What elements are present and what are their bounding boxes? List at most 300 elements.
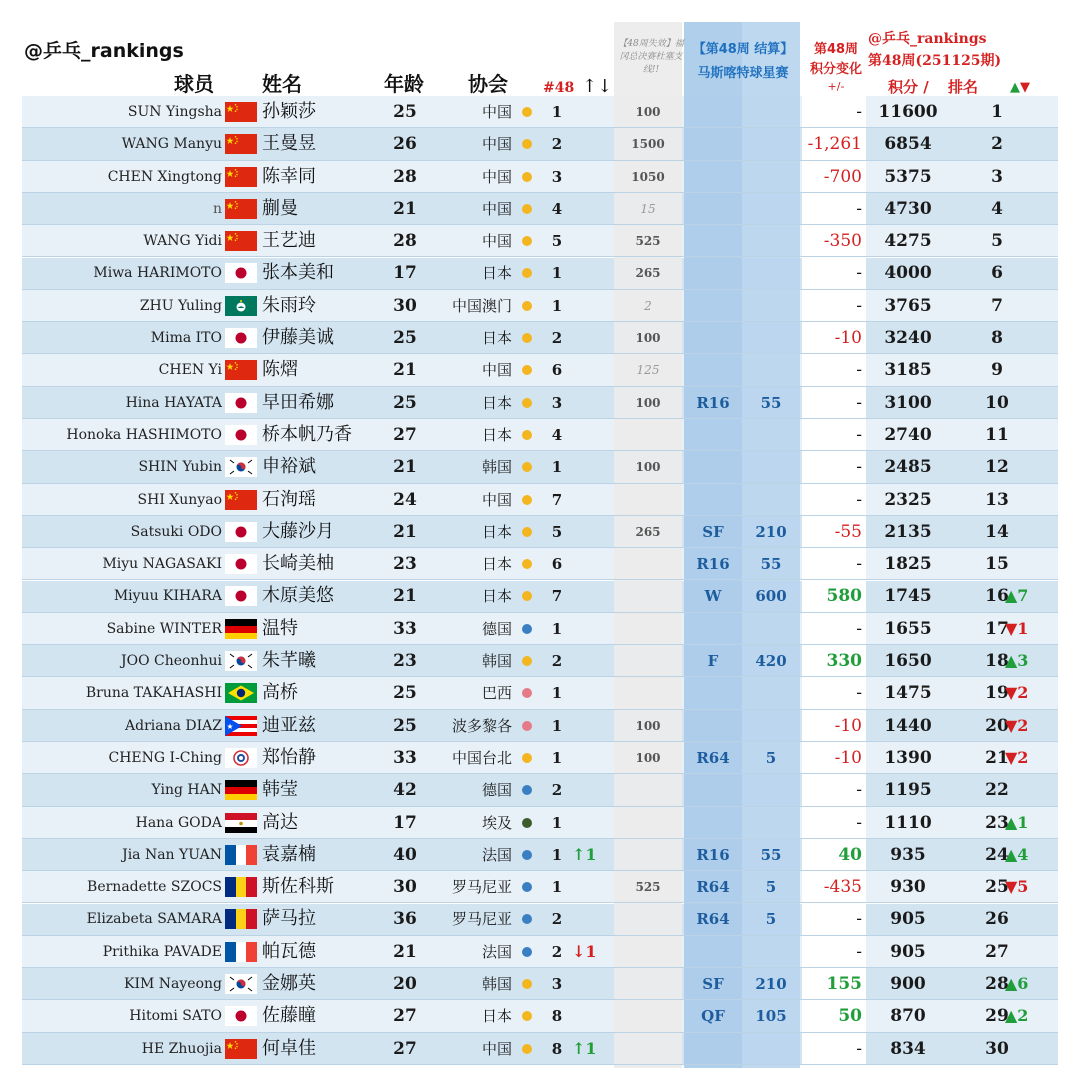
player-age: 21 bbox=[393, 941, 417, 962]
player-chinese-name: 朱芊曦 bbox=[262, 650, 316, 672]
rank-change: ▲2 bbox=[1005, 1006, 1029, 1026]
ranking-points: 2485 bbox=[884, 457, 932, 478]
ranking-points: 5375 bbox=[884, 166, 932, 187]
week-points-change: - bbox=[856, 102, 862, 122]
week-points-change: 155 bbox=[826, 974, 862, 995]
association-rank: 1 bbox=[551, 619, 563, 638]
player-chinese-name: 袁嘉楠 bbox=[262, 843, 316, 865]
table-row bbox=[22, 96, 1058, 128]
player-association: 日本 bbox=[481, 425, 512, 444]
event-title: 【第48周 结算】 bbox=[692, 42, 794, 57]
table-row bbox=[22, 193, 1058, 225]
muscat-result: QF bbox=[701, 1007, 725, 1026]
player-association: 中国 bbox=[481, 135, 512, 154]
continent-dot-icon bbox=[522, 850, 532, 860]
week-points-change: - bbox=[856, 909, 862, 930]
table-row bbox=[22, 322, 1058, 354]
ranking-points: 834 bbox=[890, 1038, 926, 1059]
header-player: 球员 bbox=[174, 72, 214, 96]
world-rank: 8 bbox=[991, 328, 1003, 349]
week-points-change: - bbox=[856, 360, 862, 381]
table-row bbox=[22, 580, 1058, 612]
table-row bbox=[22, 677, 1058, 709]
association-rank: 3 bbox=[551, 975, 563, 994]
association-rank: 1 bbox=[551, 264, 563, 283]
ranking-points: 900 bbox=[890, 974, 926, 995]
china-flag-icon bbox=[225, 199, 257, 219]
player-english-name: Adriana DIAZ bbox=[125, 717, 222, 734]
expiring-points: 525 bbox=[635, 234, 661, 249]
world-rank: 7 bbox=[991, 295, 1003, 316]
player-association: 日本 bbox=[481, 522, 512, 541]
player-age: 21 bbox=[393, 521, 417, 542]
player-chinese-name: 早田希娜 bbox=[262, 391, 334, 413]
china-flag-icon bbox=[225, 231, 257, 251]
association-rank-move: ↓1 bbox=[572, 941, 597, 961]
player-chinese-name: 高达 bbox=[262, 811, 298, 833]
change-header-label: 积分变化 bbox=[809, 62, 862, 77]
table-row bbox=[22, 968, 1058, 1000]
player-age: 21 bbox=[393, 457, 417, 478]
muscat-result: R16 bbox=[696, 845, 730, 864]
event-columns bbox=[684, 62, 802, 81]
player-association: 中国 bbox=[481, 1039, 512, 1058]
ranking-points: 1655 bbox=[884, 618, 932, 639]
world-rank: 6 bbox=[991, 263, 1003, 284]
expiring-points: 100 bbox=[635, 718, 661, 733]
continent-dot-icon bbox=[522, 1011, 532, 1021]
world-rank: 26 bbox=[985, 909, 1009, 930]
continent-dot-icon bbox=[522, 301, 532, 311]
rank-week: 第48周(251125期) bbox=[868, 53, 1002, 69]
ranking-points: 870 bbox=[890, 1006, 926, 1027]
player-english-name: Miyu NAGASAKI bbox=[102, 556, 222, 573]
muscat-result: R64 bbox=[696, 910, 730, 929]
japan-flag-icon bbox=[225, 554, 257, 574]
world-rank: 21 bbox=[985, 747, 1009, 768]
player-age: 42 bbox=[393, 780, 417, 801]
association-rank: 2 bbox=[551, 329, 563, 348]
player-association: 法国 bbox=[481, 942, 512, 961]
continent-dot-icon bbox=[522, 430, 532, 440]
player-chinese-name: 长崎美柚 bbox=[262, 553, 334, 575]
ranking-points: 905 bbox=[890, 941, 926, 962]
table-row bbox=[22, 354, 1058, 386]
world-rank: 23 bbox=[985, 812, 1009, 833]
week-points-change: - bbox=[856, 618, 862, 639]
player-english-name: SHI Xunyao bbox=[137, 491, 222, 508]
ranking-points: 1390 bbox=[884, 747, 932, 768]
player-age: 28 bbox=[393, 231, 417, 252]
continent-dot-icon bbox=[522, 914, 532, 924]
china-flag-icon bbox=[225, 360, 257, 380]
points-header: 积分 / bbox=[888, 78, 929, 96]
table-row bbox=[22, 548, 1058, 580]
table-row bbox=[22, 257, 1058, 289]
world-rank: 2 bbox=[991, 134, 1003, 155]
japan-flag-icon bbox=[225, 586, 257, 606]
player-association: 中国 bbox=[481, 103, 512, 121]
table-row bbox=[22, 710, 1058, 742]
rank-change: ▼1 bbox=[1005, 618, 1029, 638]
ranking-table bbox=[22, 96, 1058, 1065]
china-flag-icon bbox=[225, 1039, 257, 1059]
ranking-points: 4000 bbox=[884, 263, 932, 284]
player-chinese-name: 萨马拉 bbox=[262, 908, 316, 930]
association-rank: 8 bbox=[551, 1007, 563, 1026]
table-row bbox=[22, 774, 1058, 806]
ranking-points: 1825 bbox=[884, 554, 932, 575]
player-age: 25 bbox=[393, 328, 417, 349]
association-rank: 1 bbox=[551, 845, 563, 864]
table-row bbox=[22, 516, 1058, 548]
continent-dot-icon bbox=[522, 721, 532, 731]
player-age: 40 bbox=[393, 844, 417, 865]
world-rank: 5 bbox=[991, 231, 1003, 252]
player-age: 30 bbox=[393, 877, 417, 898]
china-flag-icon bbox=[225, 167, 257, 187]
player-association: 日本 bbox=[481, 555, 512, 574]
player-english-name: SHIN Yubin bbox=[138, 459, 222, 476]
expiry-note: 【48周失效】福冈总决赛杜塞支线!! bbox=[618, 39, 684, 75]
muscat-result: R64 bbox=[696, 878, 730, 897]
world-rank: 11 bbox=[985, 424, 1009, 445]
puerto-rico-flag-icon bbox=[225, 716, 257, 736]
table-row bbox=[22, 1000, 1058, 1032]
rank-change: ▲4 bbox=[1005, 844, 1029, 864]
player-age: 36 bbox=[393, 909, 417, 930]
muscat-points: 55 bbox=[760, 555, 782, 574]
ranking-points: 905 bbox=[890, 909, 926, 930]
table-row bbox=[22, 419, 1058, 451]
continent-dot-icon bbox=[522, 785, 532, 795]
player-age: 25 bbox=[393, 715, 417, 736]
world-rank: 10 bbox=[985, 392, 1009, 413]
expiring-points: 1500 bbox=[631, 137, 665, 152]
rank-header-label: 排名 bbox=[947, 78, 978, 96]
player-chinese-name: 金娜英 bbox=[262, 973, 316, 995]
player-association: 罗马尼亚 bbox=[451, 878, 512, 897]
ranking-points: 930 bbox=[890, 877, 926, 898]
week-points-change: - bbox=[856, 263, 862, 284]
table-row bbox=[22, 290, 1058, 322]
header-name: 姓名 bbox=[262, 72, 302, 96]
table-row bbox=[22, 807, 1058, 839]
week-points-change: - bbox=[856, 424, 862, 445]
table-row bbox=[22, 484, 1058, 516]
continent-dot-icon bbox=[522, 591, 532, 601]
japan-flag-icon bbox=[225, 522, 257, 542]
player-english-name: CHEN Yi bbox=[158, 362, 222, 379]
continent-dot-icon bbox=[522, 333, 532, 343]
continent-dot-icon bbox=[522, 139, 532, 149]
world-rank: 19 bbox=[985, 683, 1009, 704]
table-row bbox=[22, 613, 1058, 645]
ranking-points: 3100 bbox=[884, 392, 932, 413]
player-chinese-name: 石洵瑶 bbox=[262, 488, 316, 510]
expiring-points: 100 bbox=[635, 395, 661, 410]
japan-flag-icon bbox=[225, 328, 257, 348]
player-english-name: SUN Yingsha bbox=[127, 104, 222, 120]
player-chinese-name: 木原美悠 bbox=[262, 585, 334, 607]
muscat-result: R16 bbox=[696, 393, 730, 412]
ranking-points: 6854 bbox=[884, 134, 932, 155]
player-chinese-name: 温特 bbox=[262, 617, 298, 639]
ranking-points: 1745 bbox=[884, 586, 932, 607]
week-points-change: -10 bbox=[834, 747, 862, 768]
expiring-points: 125 bbox=[636, 363, 660, 378]
player-english-name: CHENG I-Ching bbox=[108, 749, 222, 766]
ranking-points: 3240 bbox=[884, 328, 932, 349]
france-flag-icon bbox=[225, 845, 257, 865]
continent-dot-icon bbox=[522, 236, 532, 246]
ranking-points: 1440 bbox=[884, 715, 932, 736]
ranking-points: 1195 bbox=[884, 780, 932, 801]
romania-flag-icon bbox=[225, 909, 257, 929]
continent-dot-icon bbox=[522, 204, 532, 214]
world-rank: 30 bbox=[985, 1038, 1009, 1059]
week-points-change: -10 bbox=[834, 328, 862, 349]
player-association: 韩国 bbox=[481, 458, 512, 477]
player-english-name: n bbox=[212, 200, 222, 217]
association-rank: 3 bbox=[551, 167, 563, 186]
player-age: 23 bbox=[393, 651, 417, 672]
player-chinese-name: 佐藤瞳 bbox=[262, 1005, 316, 1027]
header-move-arrows: ↑↓ bbox=[582, 76, 613, 97]
player-association: 中国 bbox=[481, 199, 512, 218]
muscat-result: F bbox=[707, 652, 719, 671]
player-chinese-name: 斯佐科斯 bbox=[262, 876, 334, 898]
association-rank-move: ↑1 bbox=[572, 844, 597, 864]
world-rank: 17 bbox=[985, 618, 1009, 639]
ranking-points: 2135 bbox=[884, 521, 932, 542]
japan-flag-icon bbox=[225, 393, 257, 413]
macau-flag-icon bbox=[225, 296, 257, 316]
header-assoc-rank: #48 bbox=[543, 80, 575, 96]
japan-flag-icon bbox=[225, 263, 257, 283]
continent-dot-icon bbox=[522, 947, 532, 957]
expiring-points: 100 bbox=[635, 105, 661, 119]
rank-header bbox=[888, 76, 978, 97]
rank-change: ▼2 bbox=[1005, 747, 1029, 767]
table-row bbox=[22, 451, 1058, 483]
association-rank-move: ↑1 bbox=[572, 1038, 597, 1058]
player-chinese-name: 高桥 bbox=[262, 682, 298, 704]
germany-flag-icon bbox=[225, 619, 257, 639]
muscat-points: 105 bbox=[755, 1007, 787, 1026]
china-flag-icon bbox=[225, 102, 257, 122]
week-points-change: - bbox=[856, 554, 862, 575]
expiring-points: 2 bbox=[644, 298, 652, 313]
week-points-change: - bbox=[856, 780, 862, 801]
muscat-points: 420 bbox=[755, 652, 787, 671]
week-points-change: - bbox=[856, 683, 862, 704]
player-association: 德国 bbox=[481, 619, 512, 638]
ranking-points: 4730 bbox=[884, 198, 932, 219]
continent-dot-icon bbox=[522, 268, 532, 278]
world-rank: 1 bbox=[991, 102, 1003, 122]
rank-change: ▼5 bbox=[1005, 877, 1029, 897]
player-association: 中国 bbox=[481, 361, 512, 380]
continent-dot-icon bbox=[522, 107, 532, 117]
player-association: 罗马尼亚 bbox=[451, 910, 512, 929]
world-rank: 24 bbox=[985, 844, 1009, 865]
week-points-change: 40 bbox=[838, 844, 862, 865]
france-flag-icon bbox=[225, 942, 257, 962]
player-chinese-name: 张本美和 bbox=[262, 262, 334, 284]
player-association: 韩国 bbox=[481, 652, 512, 671]
change-header-week: 第48周 bbox=[813, 42, 859, 57]
rank-change: ▼2 bbox=[1005, 715, 1029, 735]
player-english-name: Elizabeta SAMARA bbox=[86, 911, 222, 928]
association-rank: 3 bbox=[551, 393, 563, 412]
association-rank: 4 bbox=[551, 425, 563, 444]
player-association: 日本 bbox=[481, 264, 512, 283]
player-chinese-name: 孙颖莎 bbox=[262, 101, 316, 122]
association-rank: 1 bbox=[551, 458, 563, 477]
player-age: 25 bbox=[393, 683, 417, 704]
egypt-flag-icon bbox=[225, 813, 257, 833]
continent-dot-icon bbox=[522, 365, 532, 375]
world-rank: 20 bbox=[985, 715, 1009, 736]
player-chinese-name: 桥本帆乃香 bbox=[262, 423, 352, 445]
change-header-sign: +/- bbox=[827, 80, 845, 93]
rank-change: ▲3 bbox=[1005, 651, 1029, 671]
japan-flag-icon bbox=[225, 1006, 257, 1026]
player-english-name: CHEN Xingtong bbox=[107, 168, 222, 185]
ranking-points: 2740 bbox=[884, 424, 932, 445]
player-english-name: Honoka HASHIMOTO bbox=[66, 426, 222, 443]
player-association: 德国 bbox=[481, 781, 512, 800]
association-rank: 2 bbox=[551, 942, 563, 961]
player-age: 27 bbox=[393, 1006, 417, 1027]
table-row bbox=[22, 903, 1058, 935]
continent-dot-icon bbox=[522, 527, 532, 537]
table-row bbox=[22, 161, 1058, 193]
week-points-change: 50 bbox=[838, 1006, 862, 1027]
china-flag-icon bbox=[225, 490, 257, 510]
week-points-change: - bbox=[856, 295, 862, 316]
continent-dot-icon bbox=[522, 979, 532, 989]
table-row bbox=[22, 742, 1058, 774]
world-rank: 12 bbox=[985, 457, 1009, 478]
world-rank: 18 bbox=[985, 651, 1009, 672]
expiring-points: 265 bbox=[635, 524, 661, 539]
player-chinese-name: 王曼昱 bbox=[262, 133, 316, 155]
expiring-points: 1050 bbox=[631, 169, 665, 184]
table-row bbox=[22, 225, 1058, 257]
week-points-change: - bbox=[856, 392, 862, 413]
association-rank: 1 bbox=[551, 813, 563, 832]
muscat-result: R64 bbox=[696, 748, 730, 767]
player-age: 24 bbox=[393, 489, 417, 510]
muscat-points: 210 bbox=[755, 522, 787, 541]
player-english-name: ZHU Yuling bbox=[139, 297, 222, 314]
player-chinese-name: 陈熠 bbox=[262, 359, 298, 381]
player-chinese-name: 韩莹 bbox=[262, 779, 298, 801]
week-points-change: -435 bbox=[823, 877, 862, 898]
rank-change: ▲7 bbox=[1005, 586, 1029, 606]
rank-brand: @乒乓_rankings bbox=[868, 31, 987, 47]
world-rank: 27 bbox=[985, 941, 1009, 962]
expiring-points: 100 bbox=[635, 750, 661, 765]
ranking-points: 935 bbox=[890, 844, 926, 865]
player-association: 法国 bbox=[481, 845, 512, 864]
association-rank: 8 bbox=[551, 1039, 563, 1058]
association-rank: 4 bbox=[551, 199, 563, 218]
world-rank: 28 bbox=[985, 974, 1009, 995]
association-rank: 6 bbox=[551, 555, 563, 574]
muscat-points: 5 bbox=[765, 748, 777, 767]
ranking-points: 3765 bbox=[884, 295, 932, 316]
table-row bbox=[22, 871, 1058, 903]
player-age: 26 bbox=[393, 134, 417, 155]
player-english-name: Miyuu KIHARA bbox=[113, 588, 222, 605]
player-chinese-name: 大藤沙月 bbox=[262, 520, 334, 542]
week-points-change: - bbox=[856, 941, 862, 962]
player-association: 中国澳门 bbox=[451, 296, 512, 315]
event-col-star: 球星赛 bbox=[749, 66, 789, 81]
player-age: 21 bbox=[393, 198, 417, 219]
player-english-name: Sabine WINTER bbox=[106, 620, 222, 637]
player-association: 波多黎各 bbox=[451, 716, 512, 735]
player-association: 韩国 bbox=[481, 975, 512, 994]
muscat-result: W bbox=[704, 587, 722, 606]
world-rank: 16 bbox=[985, 586, 1009, 607]
player-association: 日本 bbox=[481, 1007, 512, 1026]
romania-flag-icon bbox=[225, 877, 257, 897]
muscat-result: R16 bbox=[696, 555, 730, 574]
china-flag-icon bbox=[225, 134, 257, 154]
expiring-points: 100 bbox=[635, 331, 661, 346]
world-rank: 14 bbox=[985, 521, 1009, 542]
player-age: 25 bbox=[393, 102, 417, 122]
association-rank: 1 bbox=[551, 748, 563, 767]
korea-flag-icon bbox=[225, 974, 257, 994]
player-age: 25 bbox=[393, 392, 417, 413]
week-points-change: -350 bbox=[823, 231, 862, 252]
table-row bbox=[22, 839, 1058, 871]
association-rank: 1 bbox=[551, 716, 563, 735]
player-association: 埃及 bbox=[481, 813, 512, 832]
down-triangle-icon: ▼ bbox=[1020, 80, 1030, 95]
week-points-change: -55 bbox=[834, 521, 862, 542]
table-row bbox=[22, 128, 1058, 160]
player-english-name: HE Zhuojia bbox=[141, 1040, 222, 1057]
association-rank: 2 bbox=[551, 135, 563, 154]
association-rank: 1 bbox=[551, 296, 563, 315]
continent-dot-icon bbox=[522, 559, 532, 569]
table-row bbox=[22, 387, 1058, 419]
player-chinese-name: 朱雨玲 bbox=[262, 294, 316, 316]
muscat-points: 55 bbox=[760, 393, 782, 412]
player-english-name: Hina HAYATA bbox=[125, 394, 222, 411]
up-triangle-icon: ▲ bbox=[1010, 80, 1020, 95]
ranking-sheet bbox=[22, 22, 1058, 1068]
world-rank: 25 bbox=[985, 877, 1009, 898]
association-rank: 5 bbox=[551, 522, 563, 541]
player-age: 17 bbox=[393, 812, 417, 833]
player-english-name: KIM Nayeong bbox=[124, 976, 222, 993]
world-rank: 22 bbox=[985, 780, 1009, 801]
table-row bbox=[22, 1033, 1058, 1065]
player-association: 中国 bbox=[481, 232, 512, 251]
player-chinese-name: 王艺迪 bbox=[262, 230, 316, 252]
player-age: 27 bbox=[393, 1038, 417, 1059]
player-english-name: Hana GODA bbox=[135, 814, 222, 831]
association-rank: 1 bbox=[551, 103, 563, 121]
week-points-change: 580 bbox=[826, 586, 862, 607]
